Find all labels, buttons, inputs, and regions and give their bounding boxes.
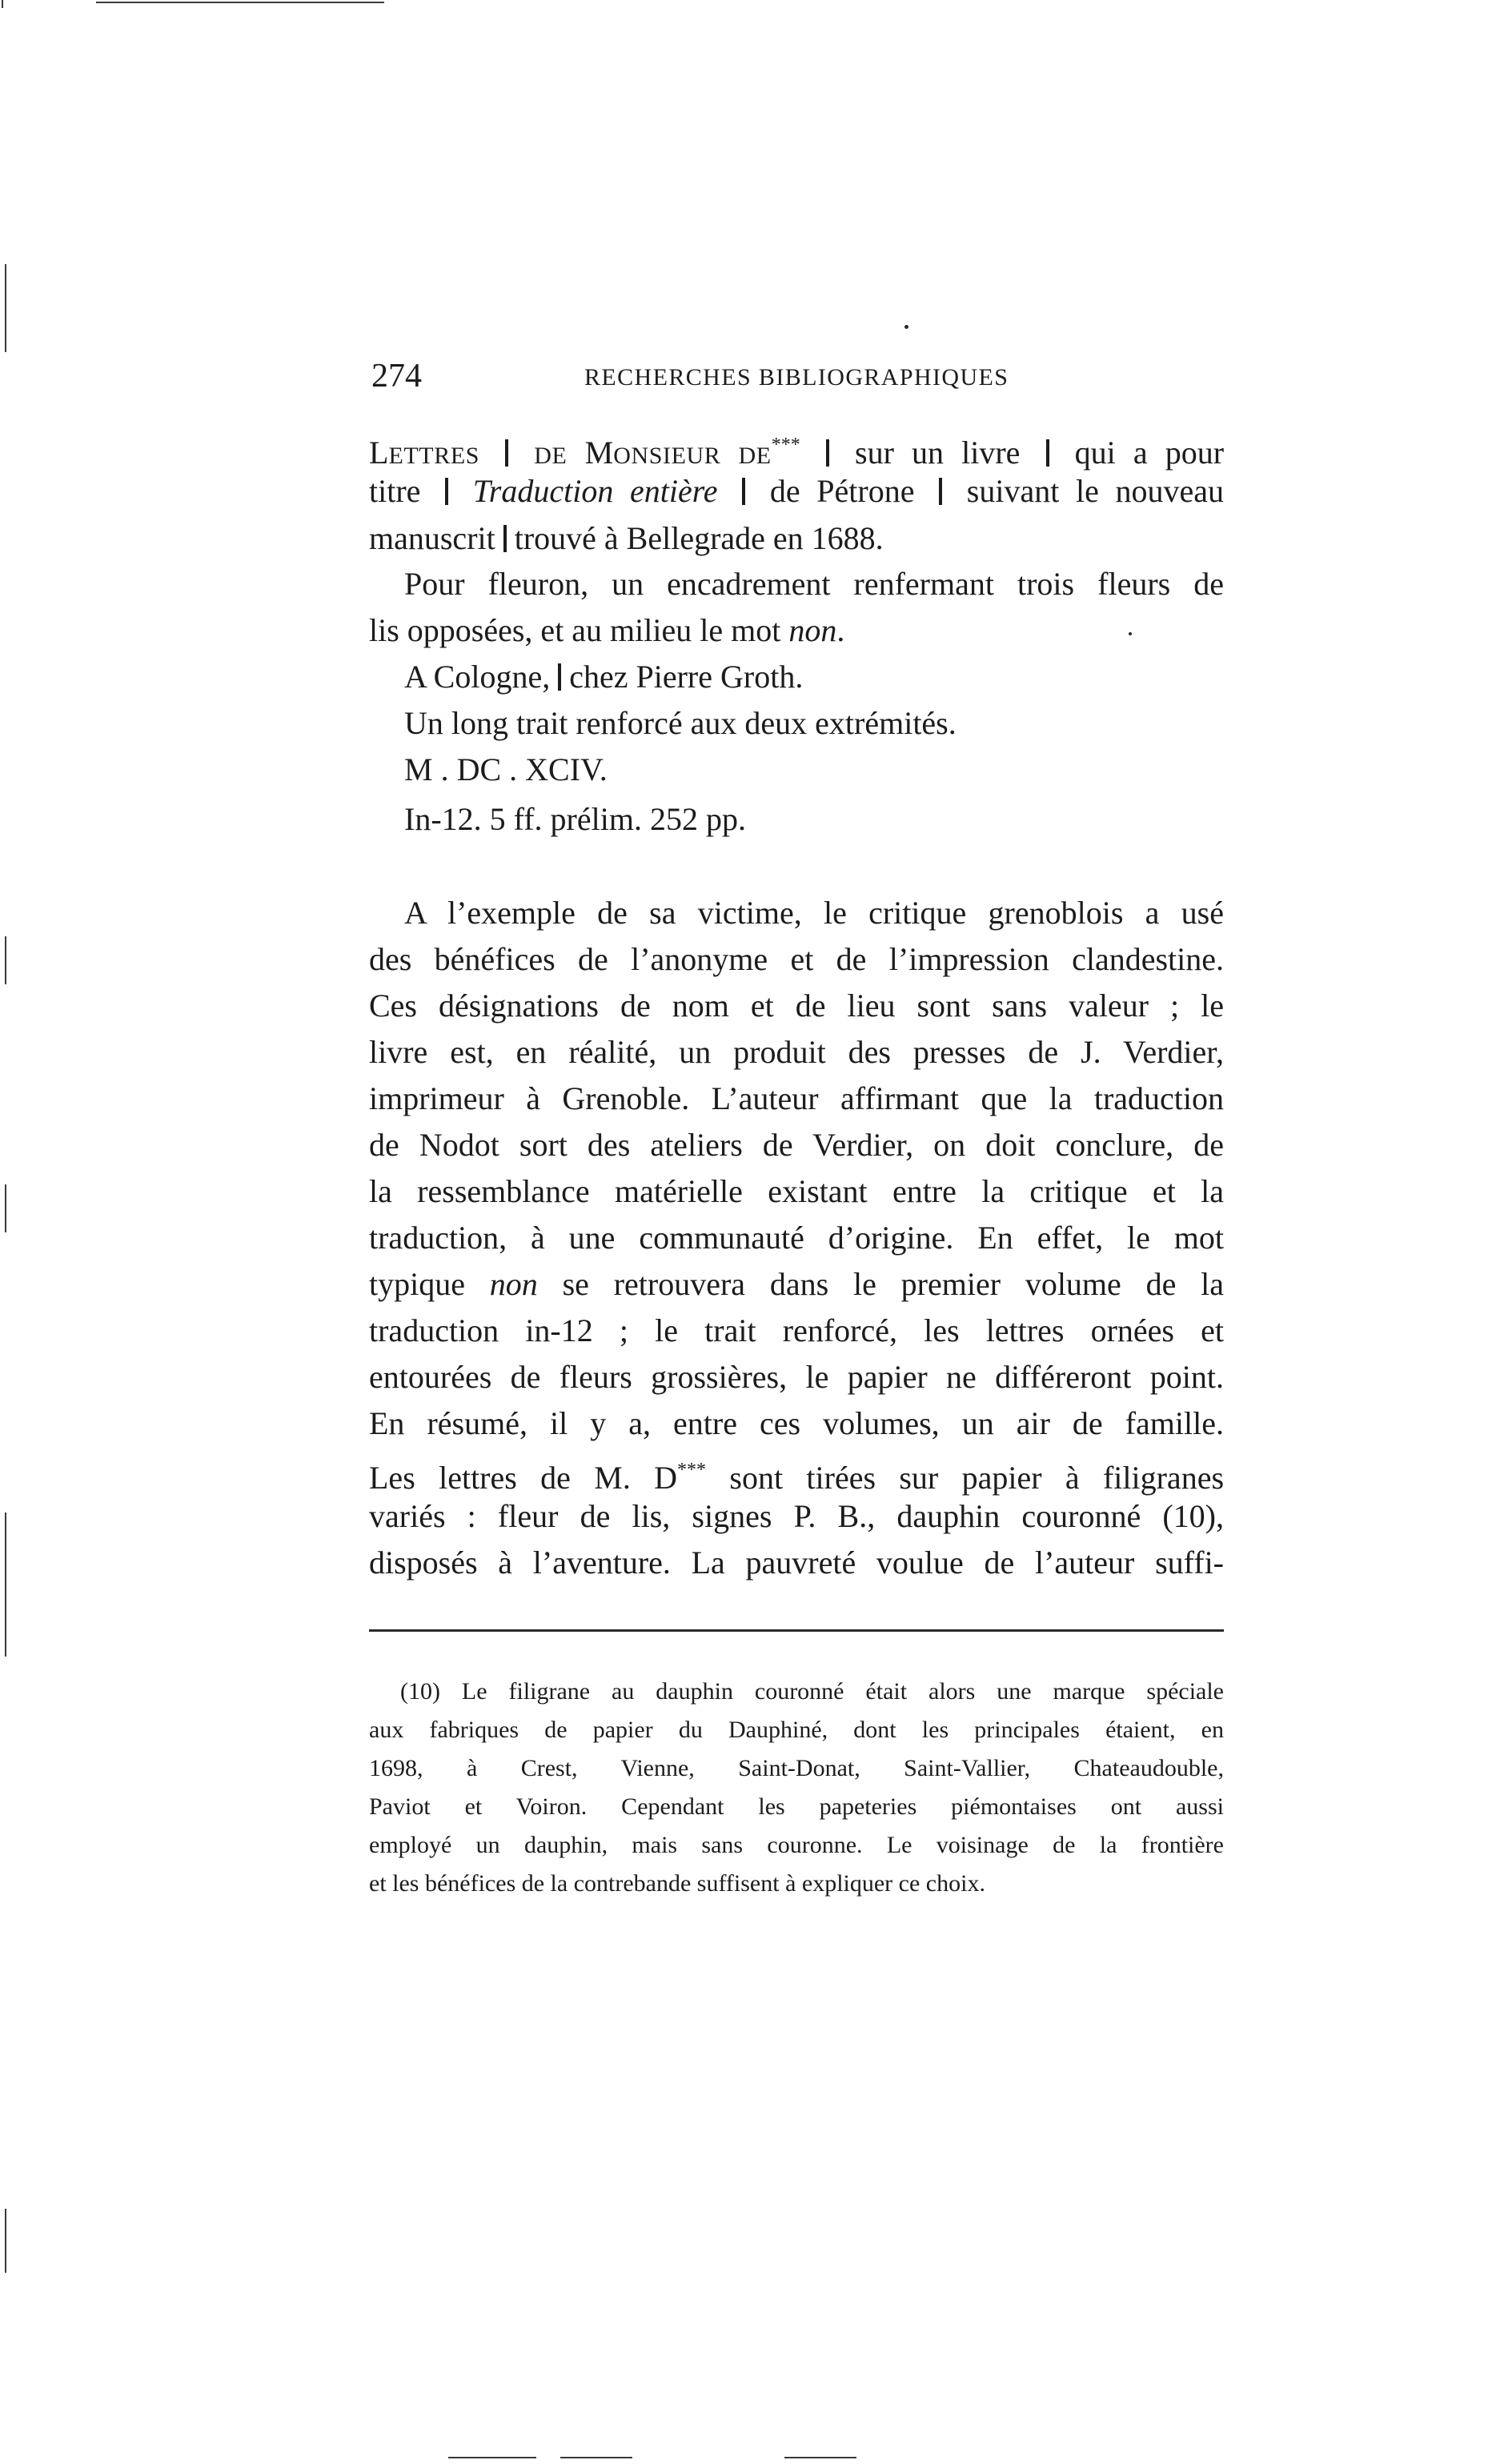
body-line: traduction, à une communauté d’origine. En effet, le mot xyxy=(369,1220,1224,1256)
body-line: livre est, en réalité, un produit des presses de J. Verdier, xyxy=(369,1034,1224,1070)
bottom-edge-mark xyxy=(560,2457,632,2458)
separator-bar xyxy=(939,478,942,505)
footnote-line: employé un dauphin, mais sans couronne. Le voisinage de la frontière xyxy=(369,1832,1224,1858)
entry-title-line-1: LETTRES DE MONSIEUR DE*** sur un livre qui a pour xyxy=(369,435,1225,471)
body-line: typique non se retrouvera dans le premier volume de la xyxy=(369,1266,1225,1302)
footnote-line: 1698, à Crest, Vienne, Saint-Donat, Saint-Vallier, Chateaudouble, xyxy=(369,1755,1224,1781)
entry-trait: Un long trait renforcé aux deux extrémités. xyxy=(404,705,957,741)
bottom-edge-mark xyxy=(784,2457,856,2458)
footnote-rule xyxy=(369,1629,1224,1632)
left-edge-mark xyxy=(2,0,3,8)
left-edge-mark xyxy=(5,264,6,352)
ink-dot xyxy=(904,325,908,329)
page-number: 274 xyxy=(371,358,422,395)
body-line: entourées de fleurs grossières, le papier ne différeront point. xyxy=(369,1359,1224,1395)
separator-bar xyxy=(503,525,507,552)
entry-format: In-12. 5 ff. prélim. 252 pp. xyxy=(404,801,746,837)
running-head-title: RECHERCHES BIBLIOGRAPHIQUES xyxy=(584,364,1009,391)
footnote-line: aux fabriques de papier du Dauphiné, dont les principales étaient, en xyxy=(369,1717,1224,1743)
separator-bar xyxy=(505,439,508,467)
body-line: traduction in-12 ; le trait renforcé, les lettres ornées et xyxy=(369,1312,1224,1348)
running-head xyxy=(371,352,1221,400)
body-line: variés : fleur de lis, signes P. B., dauphin couronné (10), xyxy=(369,1498,1224,1534)
entry-date: M . DC . XCIV. xyxy=(404,751,608,787)
entry-fleuron-line-1: Pour fleuron, un encadrement renfermant trois fleurs de xyxy=(404,566,1224,602)
separator-bar xyxy=(1046,439,1049,467)
entry-fleuron-line-2: lis opposées, et au milieu le mot non. xyxy=(369,612,845,648)
separator-bar xyxy=(445,478,448,505)
ink-dot xyxy=(1129,632,1132,635)
body-line: Ces désignations de nom et de lieu sont sans valeur ; le xyxy=(369,988,1224,1024)
separator-bar xyxy=(558,663,561,691)
footnote-line: Paviot et Voiron. Cependant les papeteries piémontaises ont aussi xyxy=(369,1793,1224,1820)
body-line: Les lettres de M. D*** sont tirées sur papier à filigranes xyxy=(369,1460,1225,1496)
left-edge-mark xyxy=(5,1512,6,1657)
body-line: En résumé, il y a, entre ces volumes, un air de famille. xyxy=(369,1405,1224,1441)
top-edge-mark xyxy=(96,2,384,3)
entry-imprint: A Cologne, chez Pierre Groth. xyxy=(404,659,804,695)
left-edge-mark xyxy=(5,1184,6,1232)
body-line: A l’exemple de sa victime, le critique grenoblois a usé xyxy=(404,895,1224,931)
separator-bar xyxy=(742,478,745,505)
body-line: disposés à l’aventure. La pauvreté voulue de l’auteur suffi- xyxy=(369,1545,1224,1581)
bottom-edge-mark xyxy=(448,2457,536,2458)
body-line: imprimeur à Grenoble. L’auteur affirmant que la traduction xyxy=(369,1080,1224,1116)
left-edge-mark xyxy=(5,936,6,984)
separator-bar xyxy=(826,439,829,467)
body-line: de Nodot sort des ateliers de Verdier, on doit conclure, de xyxy=(369,1127,1224,1163)
body-line: la ressemblance matérielle existant entre la critique et la xyxy=(369,1173,1224,1209)
entry-title-line-3: manuscrit trouvé à Bellegrade en 1688. xyxy=(369,520,884,556)
entry-title-line-2: titre Traduction entière de Pétrone suivant le nouveau xyxy=(369,473,1225,509)
footnote-line: (10) Le filigrane au dauphin couronné était alors une marque spéciale xyxy=(400,1678,1224,1705)
footnote-line: et les bénéfices de la contrebande suffisent à expliquer ce choix. xyxy=(369,1870,985,1897)
body-line: des bénéfices de l’anonyme et de l’impression clandestine. xyxy=(369,941,1224,977)
left-edge-mark xyxy=(5,2209,6,2273)
